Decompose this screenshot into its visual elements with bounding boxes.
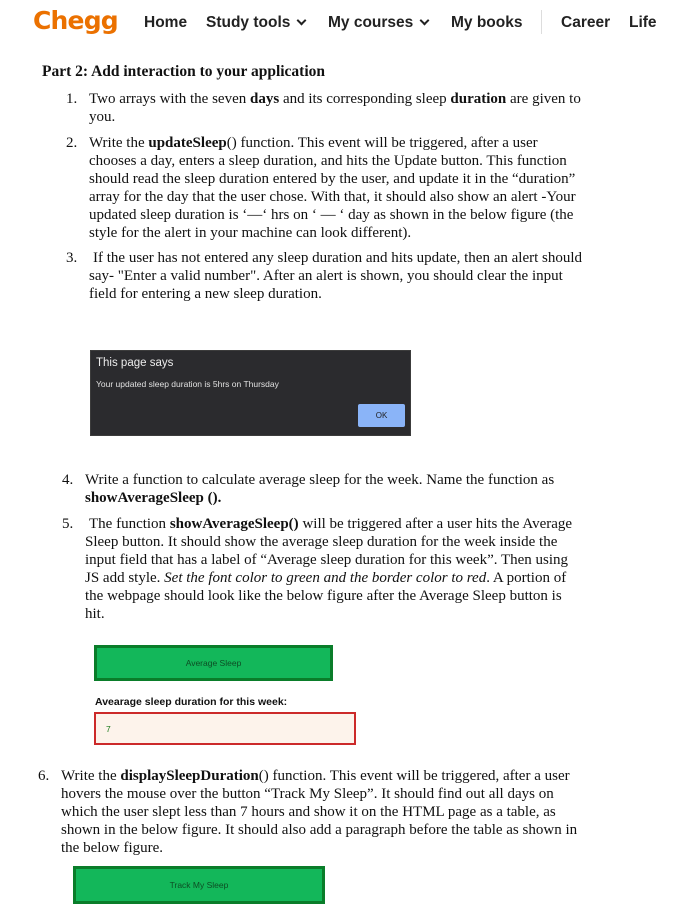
part-heading: Part 2: Add interaction to your application — [42, 63, 326, 80]
dialog-ok-button[interactable]: OK — [358, 404, 405, 427]
item2-line: should read the sleep duration entered by the user, and update it in the “duration” — [89, 171, 576, 187]
nav-my-books[interactable]: My books — [451, 14, 523, 31]
item2-line: array for the day that the user chose. With that, it should also show an alert -Your — [89, 189, 576, 205]
item-number: 1. — [66, 91, 78, 107]
item6-line: Write the displaySleepDuration() function. This event will be triggered, after a user — [61, 768, 570, 784]
item5-line: The function showAverageSleep() will be triggered after a user hits the Average — [89, 516, 573, 532]
average-sleep-input[interactable]: 7 — [94, 712, 356, 745]
item5-line: hit. — [85, 606, 105, 622]
item-number: 2. — [66, 135, 78, 151]
chevron-down-icon — [420, 16, 430, 26]
item4-line: Write a function to calculate average sleep for the week. Name the function as — [85, 472, 555, 488]
nav-study-tools-label: Study tools — [206, 14, 291, 31]
item2-line: style for the alert in your machine can look different). — [89, 225, 412, 241]
nav-my-courses-label: My courses — [328, 14, 414, 31]
item5-line: JS add style. Set the font color to green and the border color to red. A portion of — [85, 570, 567, 586]
nav-my-courses[interactable] — [328, 14, 428, 32]
dialog-message: Your updated sleep duration is 5hrs on Thursday — [96, 379, 279, 389]
item-number: 5. — [62, 516, 74, 532]
item6-line: the below figure. — [61, 840, 164, 856]
item2-line: chooses a day, enters a sleep duration, and hits the Update button. This function — [89, 153, 567, 169]
item5-line: the webpage should look like the below figure after the Average Sleep button is — [85, 588, 562, 604]
nav-life[interactable]: Life — [629, 14, 657, 31]
top-nav — [0, 0, 690, 48]
alert-dialog-figure — [90, 350, 411, 436]
item1-line: you. — [89, 109, 116, 125]
chevron-down-icon — [297, 16, 307, 26]
item3-line: say- "Enter a valid number". After an alert is shown, you should clear the input — [89, 268, 563, 284]
nav-home[interactable]: Home — [144, 14, 188, 31]
item3-line: If the user has not entered any sleep duration and hits update, then an alert should — [93, 250, 583, 266]
item-number: 4. — [62, 472, 74, 488]
item3-line: field for entering a new sleep duration. — [89, 286, 322, 302]
dialog-title: This page says — [96, 357, 174, 369]
item5-line: Sleep button. It should show the average sleep duration for the week inside the — [85, 534, 558, 550]
item-number: 3. — [66, 250, 78, 266]
item2-line: updated sleep duration is ‘—‘ hrs on ‘ — ‘ day as shown in the below figure (the — [89, 207, 574, 223]
item6-line: hovers the mouse over the button “Track My Sleep”. It should find out all days on — [61, 786, 554, 802]
item4-line: showAverageSleep (). — [85, 490, 222, 506]
average-sleep-label: Avearage sleep duration for this week: — [95, 696, 288, 708]
nav-divider — [541, 10, 542, 34]
item5-line: input field that has a label of “Average sleep duration for this week”. Then using — [85, 552, 569, 568]
nav-career[interactable]: Career — [561, 14, 611, 31]
item6-line: which the user slept less than 7 hours and show it on the HTML page as a table, as — [61, 804, 556, 820]
item1-line: Two arrays with the seven days and its corresponding sleep duration are given to — [89, 91, 581, 107]
track-my-sleep-button[interactable]: Track My Sleep — [73, 866, 325, 904]
average-sleep-button[interactable]: Average Sleep — [94, 645, 333, 681]
chegg-logo[interactable]: Chegg — [33, 6, 118, 35]
item6-line: shown in the below figure. It should also add a paragraph before the table as shown in — [61, 822, 578, 838]
item-number: 6. — [38, 768, 50, 784]
nav-study-tools[interactable] — [206, 14, 305, 32]
item2-line: Write the updateSleep() function. This event will be triggered, after a user — [89, 135, 538, 151]
